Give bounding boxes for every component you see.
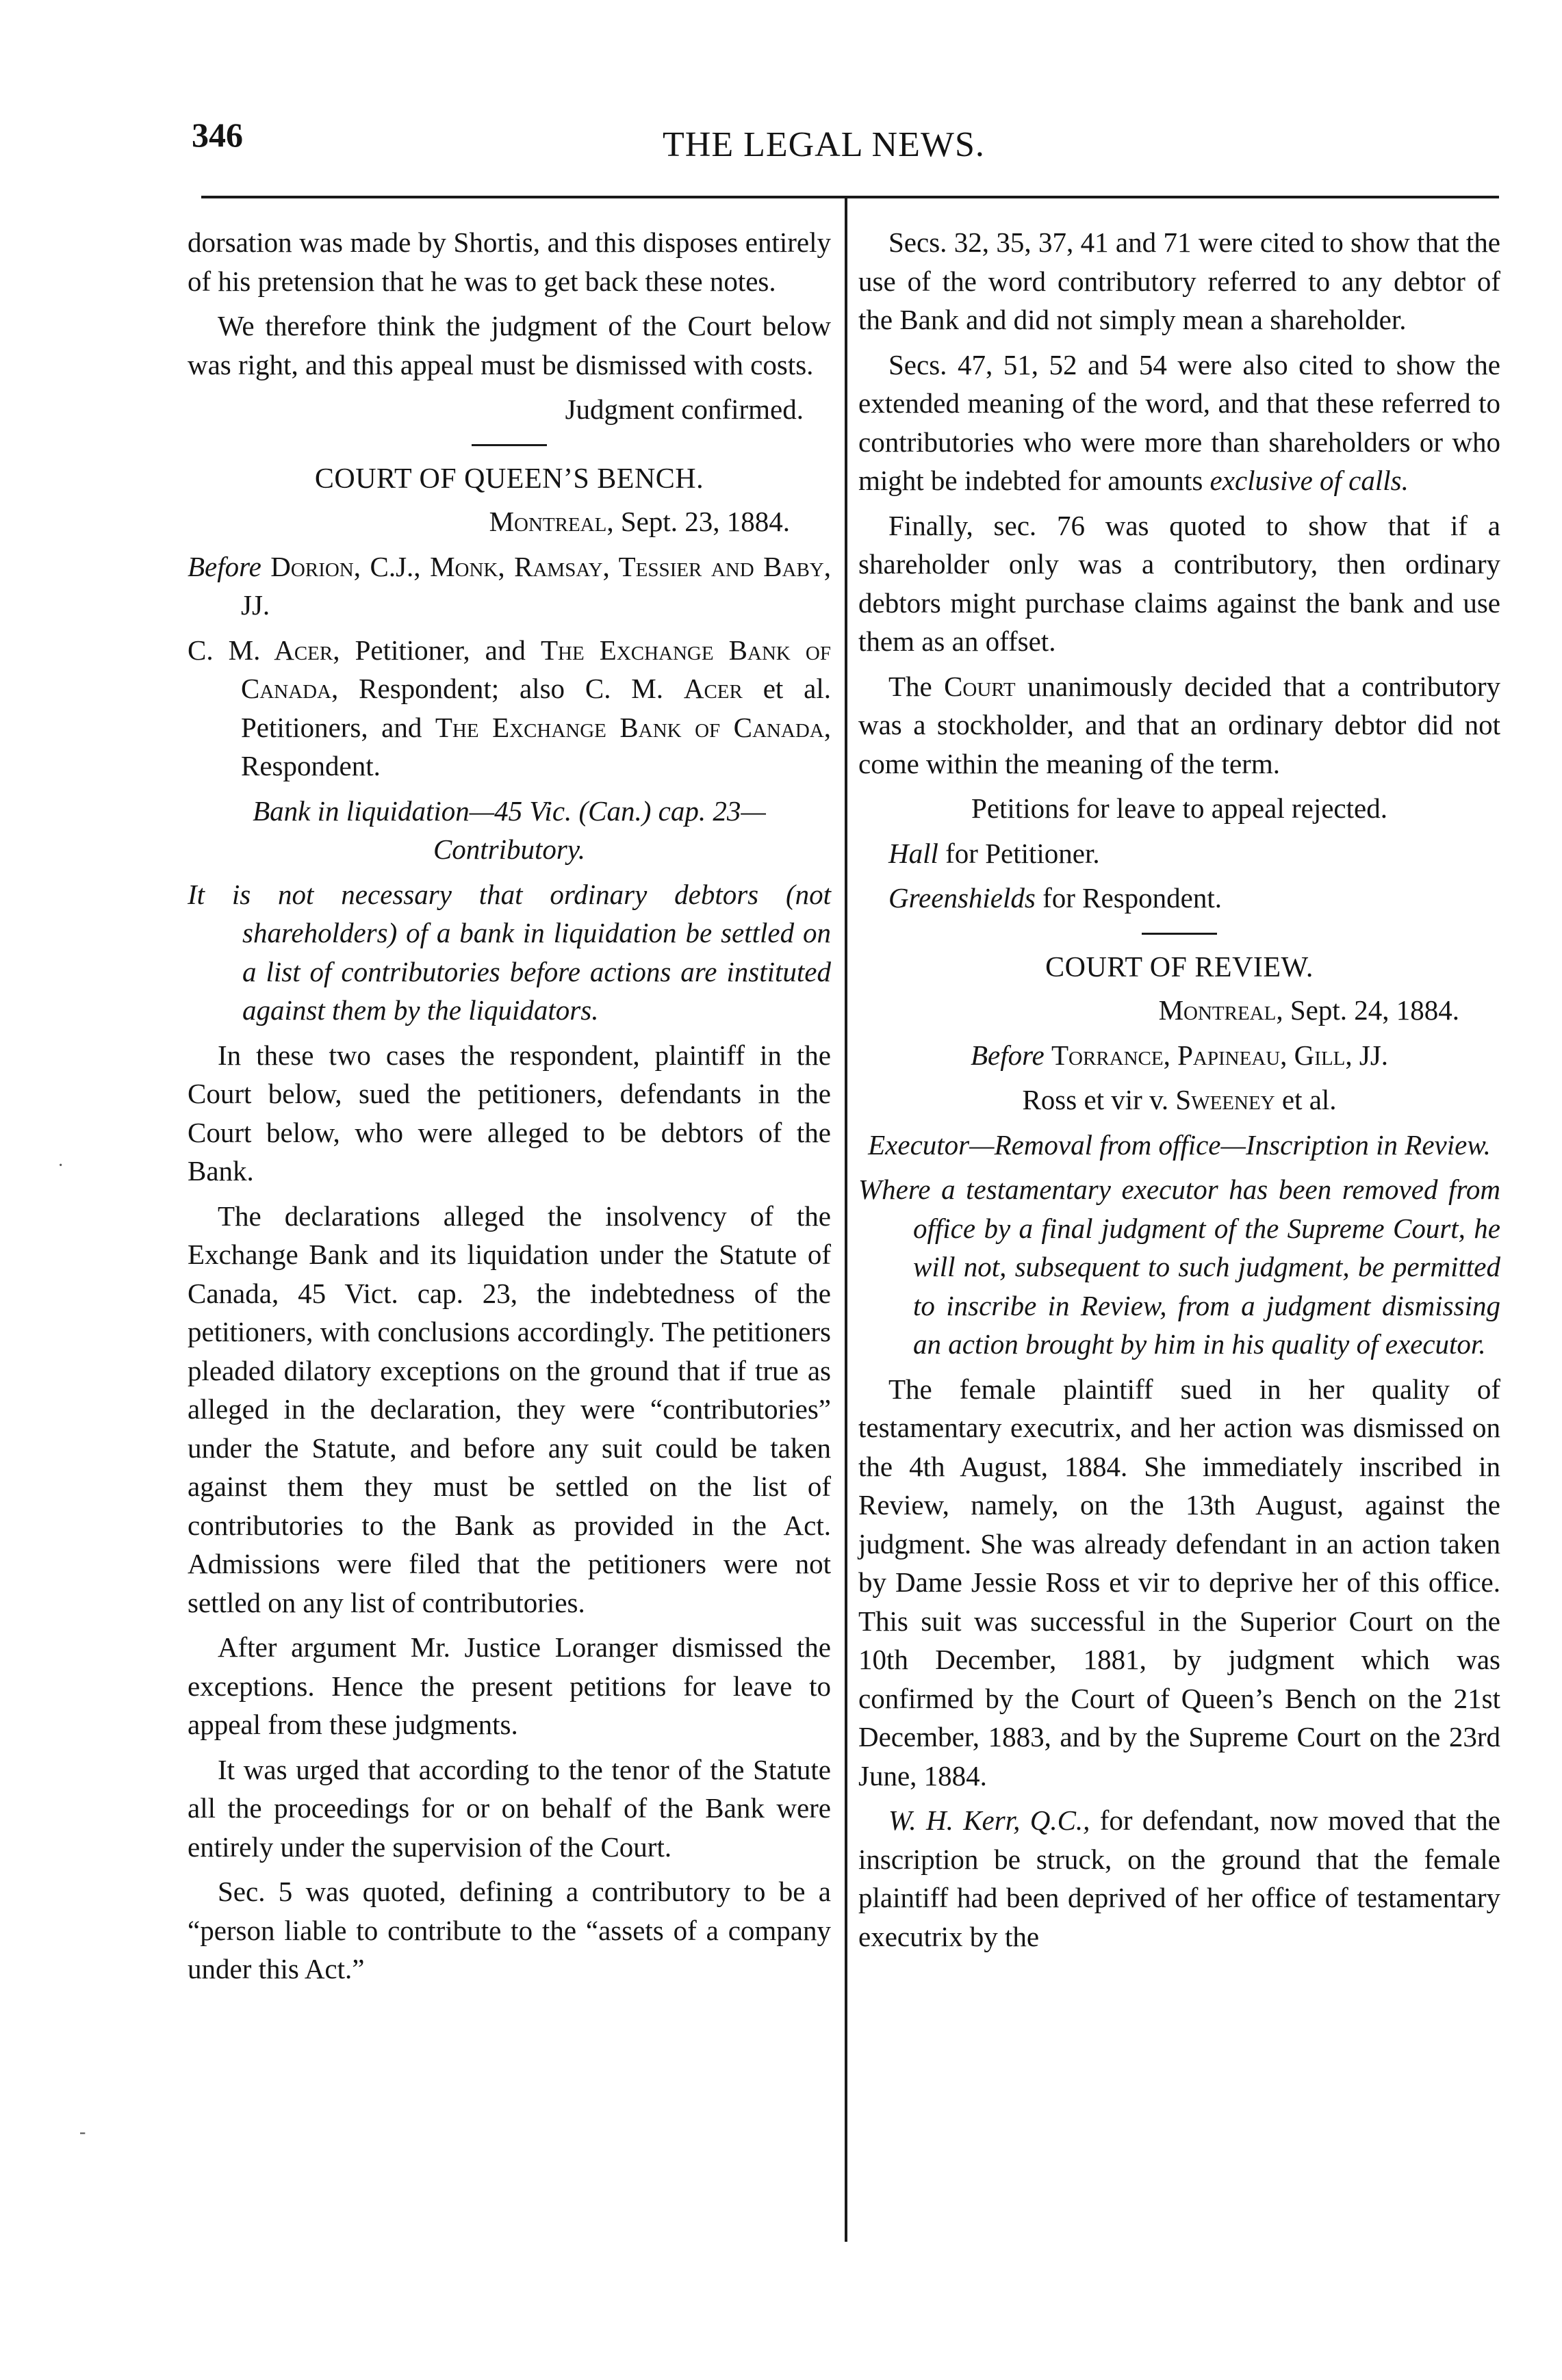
parties: Ross et vir v. Sweeney et al. bbox=[1022, 1084, 1337, 1115]
counsel-line: Hall for Petitioner. bbox=[888, 837, 1100, 869]
paragraph: Sec. 5 was quoted, defining a contributory to be a “person liable to contribute to the “assets of a company under this Act.” bbox=[188, 1876, 831, 1984]
paragraph: The Court unanimously decided that a contributory was a stockholder, and that an ordinary debtor did not come within the meaning of the term. bbox=[858, 670, 1500, 779]
court-heading: COURT OF QUEEN’S BENCH. bbox=[314, 463, 704, 495]
paragraph: Secs. 47, 51, 52 and 54 were also cited to show the extended meaning of the word, and that these referred to contributories who were more than shareholders or who might be indebted for amounts exclusive of calls. bbox=[858, 348, 1500, 496]
headnote: Where a testamentary executor has been removed from office by a final judgment of the Supreme Court, he will not, subsequent to such judgment, be permitted to inscribe in Review, from a judgment dismissing an action brought by him in his quality of executor. bbox=[858, 1174, 1500, 1360]
court-heading: COURT OF REVIEW. bbox=[1045, 951, 1314, 983]
parties: C. M. Acer, Petitioner, and The Exchange Bank of Canada, Respondent; also C. M. Acer et al. Petitioners, and The Exchange Bank of Canada, Respondent. bbox=[188, 634, 831, 781]
bench-line: Before Dorion, C.J., Monk, Ramsay, Tessier and Baby, JJ. bbox=[188, 550, 831, 621]
bench-line: Before Torrance, Papineau, Gill, JJ. bbox=[970, 1039, 1389, 1071]
stray-mark: ‐ bbox=[79, 2121, 86, 2143]
stray-mark: · bbox=[57, 1155, 64, 1176]
judgment-note: Judgment confirmed. bbox=[565, 393, 804, 425]
paragraph: The female plaintiff sued in her quality of testamentary executrix, and her action was dismissed on the 4th August, 1884. She immediately inscribed in Review, namely, on the 13th August, against the judgment. She was already defendant in an action taken by Dame Jessie Ross et vir to deprive her of this office. This suit was successful in the Superior Court on the 10th December, 1881, by judgment which was confirmed by the Court of Queen’s Bench on the 21st December, 1883, and by the Supreme Court on the 23rd June, 1884. bbox=[858, 1373, 1500, 1792]
header-rule bbox=[201, 196, 1499, 198]
page-number: 346 bbox=[192, 116, 243, 154]
subject-line: Executor—Removal from office—Inscription in Review. bbox=[868, 1128, 1491, 1161]
paragraph: The declarations alleged the insolvency of the Exchange Bank and its liquidation under the Statute of Canada, 45 Vict. cap. 23, the indebtedness of the petitioners, with conclusions accordingly. The petitioners pleaded dilatory exceptions on the ground that if true as alleged in the declaration, they were “contributories” under the Statute, and before any suit could be taken against them they must be settled on the list of contributories to the Bank as provided in the Act. Admissions were filed that the petitioners were not settled on any list of contributories. bbox=[188, 1200, 831, 1618]
running-title: THE LEGAL NEWS. bbox=[663, 125, 985, 164]
left-column bbox=[188, 223, 831, 1995]
dateline: Montreal, Sept. 24, 1884. bbox=[1158, 994, 1459, 1026]
paragraph: It was urged that according to the tenor of the Statute all the proceedings for or on behalf of the Bank were entirely under the supervision of the Court. bbox=[188, 1753, 831, 1863]
paragraph: dorsation was made by Shortis, and this disposes entirely of his pretension that he was to get back these notes. bbox=[188, 227, 831, 297]
paragraph: In these two cases the respondent, plaintiff in the Court below, sued the petitioners, defendants in the Court below, who were alleged to be debtors of the Bank. bbox=[188, 1039, 831, 1187]
paragraph: Finally, sec. 76 was quoted to show that if a shareholder only was a contributory, then ordinary debtors might purchase claims against the bank and use them as an offset. bbox=[858, 509, 1500, 657]
section-rule bbox=[472, 444, 547, 446]
dateline: Montreal, Sept. 23, 1884. bbox=[489, 506, 790, 537]
subject-line: Bank in liquidation—45 Vic. (Can.) cap. 23—Contributory. bbox=[253, 794, 766, 865]
paragraph: Secs. 32, 35, 37, 41 and 71 were cited to show that the use of the word contributory referred to any debtor of the Bank and did not simply mean a shareholder. bbox=[858, 227, 1500, 335]
right-column bbox=[858, 223, 1500, 1962]
section-rule bbox=[1142, 933, 1217, 935]
counsel-line: Greenshields for Respondent. bbox=[888, 882, 1222, 914]
disposition: Petitions for leave to appeal rejected. bbox=[971, 792, 1387, 824]
column-divider bbox=[845, 198, 847, 2242]
paragraph: We therefore think the judgment of the Court below was right, and this appeal must be dismissed with costs. bbox=[188, 310, 831, 380]
paragraph: W. H. Kerr, Q.C., for defendant, now moved that the inscription be struck, on the ground that the female plaintiff had been deprived of her office of testamentary executrix by the bbox=[858, 1805, 1500, 1952]
paragraph: After argument Mr. Justice Loranger dismissed the exceptions. Hence the present petitions for leave to appeal from these judgments. bbox=[188, 1631, 831, 1740]
page-header bbox=[183, 115, 1498, 170]
headnote: It is not necessary that ordinary debtors (not shareholders) of a bank in liquidation be settled on a list of contributories before actions are instituted against them by the liquidators. bbox=[188, 878, 831, 1026]
